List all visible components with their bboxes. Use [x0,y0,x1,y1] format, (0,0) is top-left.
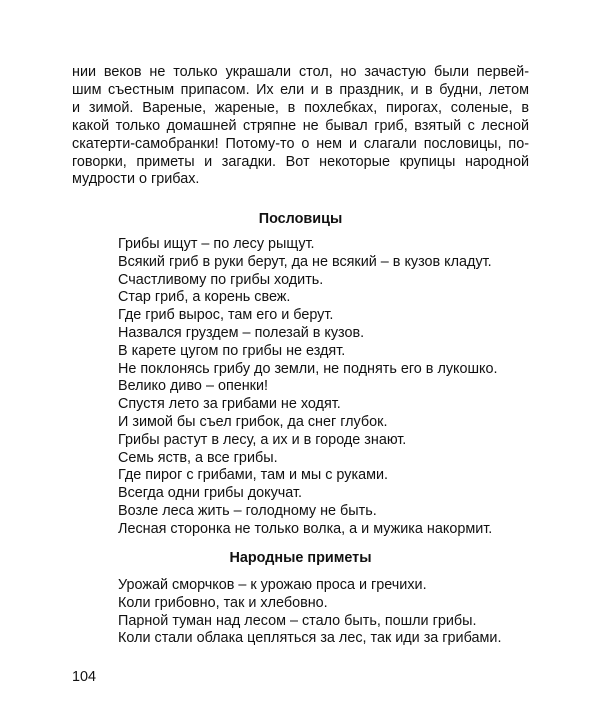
page-number: 104 [72,669,97,685]
intro-line: и зимой. Вареные, жареные, в похлебках, пирогах, соленые, в [72,99,529,116]
sign-item: Коли грибовно, так и хлебовно. [118,594,328,611]
proverb-item: Всякий гриб в руки берут, да не всякий – в кузов кладут. [118,253,492,270]
intro-line: говорки, приметы и загадки. Вот некоторые крупицы народной [72,153,529,170]
proverb-item: Велико диво – опенки! [118,378,269,395]
proverb-item: Спустя лето за грибами не ходят. [118,396,341,413]
proverb-item: Не поклонясь грибу до земли, не поднять его в лукошко. [118,360,498,377]
proverb-item: Назвался груздем – полезай в кузов. [118,324,365,341]
proverb-item: Семь яств, а все грибы. [118,449,278,466]
sign-item: Коли стали облака цепляться за лес, так иди за грибами. [118,630,502,647]
proverb-item: Всегда одни грибы докучат. [118,485,302,502]
proverb-item: В карете цугом по грибы не ездят. [118,342,346,359]
intro-line: шим съестным припасом. Их ели и в праздник, и в будни, летом [72,81,529,98]
proverb-item: Грибы ищут – по лесу рыщут. [118,236,315,252]
proverbs-list [118,236,498,539]
proverb-item: Где пирог с грибами, там и мы с руками. [118,467,389,484]
proverb-item: Счастливому по грибы ходить. [118,271,324,288]
intro-line: мудрости о грибах. [72,171,200,188]
sign-item: Урожай сморчков – к урожаю проса и гречихи. [118,577,427,593]
proverb-item: И зимой бы съел грибок, да снег глубок. [118,413,388,430]
intro-line: скатерти-самобранки! Потому-то о нем и слагали пословицы, по- [72,135,529,152]
proverb-item: Где гриб вырос, там его и берут. [118,307,334,324]
proverb-item: Возле леса жить – голодному не быть. [118,502,377,519]
proverbs-heading: Пословицы [258,211,343,227]
signs-heading: Народные приметы [229,550,372,566]
proverb-item: Лесная сторонка не только волка, а и мужика накормит. [118,520,493,537]
intro-line: нии веков не только украшали стол, но зачастую были первей- [72,64,529,80]
proverb-item: Грибы растут в лесу, а их и в городе знают. [118,431,407,448]
signs-list [118,577,501,648]
proverb-item: Стар гриб, а корень свеж. [118,289,291,306]
intro-line: какой только домашней стряпне не бывал гриб, взятый с лесной [72,117,529,134]
intro-paragraph [72,64,529,189]
sign-item: Парной туман над лесом – стало быть, пошли грибы. [118,612,477,629]
